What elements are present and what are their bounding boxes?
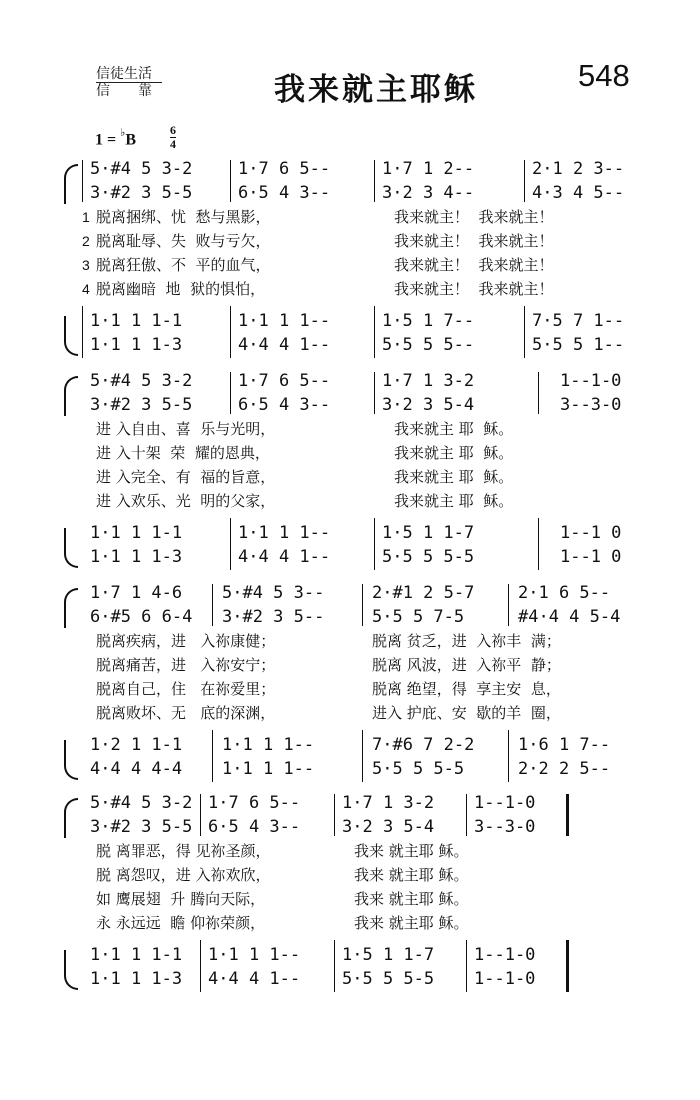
measure: 1·1 1 1-3	[90, 969, 183, 989]
measure: 1·1 1 1--	[238, 311, 331, 331]
measure: 7·#6 7 2-2	[372, 735, 475, 755]
measure: 1·1 1 1--	[222, 735, 315, 755]
lyric-segment: 脱离 风波，进 入祢平 静；	[372, 656, 561, 674]
measure: 1·1 1 1--	[208, 945, 301, 965]
lyric-line	[82, 278, 662, 300]
soprano-part	[90, 158, 662, 180]
lyric-line	[82, 230, 662, 252]
lyric-segment: 脱离败坏、无 底的深渊，	[96, 704, 276, 722]
lyric-segment: 如 鹰展翅 升 腾向天际，	[96, 890, 266, 908]
key-note: B	[125, 131, 136, 149]
system-brace	[62, 792, 76, 996]
system-brace	[62, 370, 76, 574]
verse-number: 4	[82, 281, 90, 297]
lyric-line	[82, 864, 662, 886]
time-signature	[170, 124, 176, 151]
measure: 5·5 5 1--	[532, 335, 625, 355]
measure: 5·#4 5 3-2	[90, 371, 193, 391]
barline	[82, 306, 83, 358]
time-bottom: 4	[170, 137, 176, 151]
measure: 3·#2 3 5-5	[90, 183, 193, 203]
lyric-line	[82, 630, 662, 652]
measure: #4·4 4 5-4	[518, 607, 621, 627]
lyric-line	[82, 254, 662, 276]
measure: 1·2 1 1-1	[90, 735, 183, 755]
lyric-segment: 我来就主 耶 稣。	[394, 420, 514, 438]
measure: 2·2 2 5--	[518, 759, 611, 779]
lyric-segment: 脱离疾病，进 入祢康健；	[96, 632, 276, 650]
measure: 1·5 1 7--	[382, 311, 475, 331]
measure: 1--1-0	[474, 945, 536, 965]
lyric-line	[82, 466, 662, 488]
category-sub: 信 靠	[96, 83, 152, 99]
measure: 5·#4 5 3-2	[90, 159, 193, 179]
lyric-segment: 脱离捆绑、忧 愁与黑影，	[96, 208, 271, 226]
measure: 1·1 1 1-3	[90, 335, 183, 355]
lyric-line	[82, 654, 662, 676]
measure: 1--1 0	[560, 547, 622, 567]
measure: 3·2 3 5-4	[342, 817, 435, 837]
alto-part	[90, 816, 662, 838]
measure: 7·5 7 1--	[532, 311, 625, 331]
lyric-line	[82, 888, 662, 910]
lyric-segment: 脱离 贫乏，进 入祢丰 满；	[372, 632, 561, 650]
measure: 1·7 1 2--	[382, 159, 475, 179]
soprano-part	[90, 582, 662, 604]
measure: 6·5 4 3--	[208, 817, 301, 837]
measure: 1·1 1 1--	[238, 523, 331, 543]
lyric-segment: 脱离幽暗 地 狱的惧怕，	[96, 280, 266, 298]
measure: 5·5 5 5--	[382, 335, 475, 355]
measure: 4·3 4 5--	[532, 183, 625, 203]
key-signature	[95, 128, 136, 149]
measure: 2·#1 2 5-7	[372, 583, 475, 603]
measure: 3·#2 3 5-5	[90, 817, 193, 837]
measure: 1·5 1 1-7	[382, 523, 475, 543]
measure: 5·#4 5 3--	[222, 583, 325, 603]
lyric-line	[82, 840, 662, 862]
lyric-segment: 我来就主！ 我来就主！	[394, 232, 554, 250]
lyric-segment: 我来就主！ 我来就主！	[394, 208, 554, 226]
lyric-segment: 进 入十架 荣 耀的恩典，	[96, 444, 270, 462]
measure: 1·7 6 5--	[238, 371, 331, 391]
measure: 2·1 2 3--	[532, 159, 625, 179]
measure: 5·5 5 7-5	[372, 607, 465, 627]
measure: 6·#5 6 6-4	[90, 607, 193, 627]
measure: 1·7 1 3-2	[382, 371, 475, 391]
lyric-line	[82, 912, 662, 934]
measure: 1·7 1 4-6	[90, 583, 183, 603]
measure: 2·1 6 5--	[518, 583, 611, 603]
measure: 3·2 3 4--	[382, 183, 475, 203]
measure: 5·#4 5 3-2	[90, 793, 193, 813]
alto-part	[90, 394, 662, 416]
hymn-title: 我来就主耶稣	[274, 72, 478, 108]
lyric-segment: 我来 就主耶 稣。	[354, 866, 469, 884]
measure: 3--3-0	[474, 817, 536, 837]
lyric-line	[82, 418, 662, 440]
bass-part	[90, 546, 662, 568]
tenor-part	[90, 522, 662, 544]
measure: 1·7 6 5--	[208, 793, 301, 813]
bass-part	[90, 334, 662, 356]
barline	[82, 160, 83, 202]
measure: 1--1-0	[474, 969, 536, 989]
measure: 1·1 1 1--	[222, 759, 315, 779]
lyric-segment: 进 入完全、有 福的旨意，	[96, 468, 276, 486]
lyric-segment: 我来就主 耶 稣。	[394, 444, 514, 462]
key-prefix: 1 =	[95, 131, 121, 149]
soprano-part	[90, 792, 662, 814]
verse-number: 1	[82, 209, 90, 225]
score-system-2	[62, 370, 662, 574]
lyric-line	[82, 206, 662, 228]
lyric-line	[82, 678, 662, 700]
category-main: 信徒生活	[96, 66, 162, 83]
lyric-segment: 脱离狂傲、不 平的血气，	[96, 256, 271, 274]
alto-part	[90, 606, 662, 628]
verse-number: 2	[82, 233, 90, 249]
system-brace	[62, 158, 76, 362]
measure: 1--1 0	[560, 523, 622, 543]
measure: 6·5 4 3--	[238, 183, 331, 203]
lyric-segment: 进入 护庇、安 歇的羊 圈，	[372, 704, 561, 722]
measure: 3·#2 3 5--	[222, 607, 325, 627]
time-top: 6	[170, 123, 176, 137]
lyric-segment: 永 永远远 瞻 仰祢荣颜，	[96, 914, 266, 932]
hymn-number: 548	[578, 58, 630, 93]
score-system-1	[62, 158, 662, 362]
tenor-part	[90, 310, 662, 332]
measure: 1--1-0	[474, 793, 536, 813]
measure: 1·7 6 5--	[238, 159, 331, 179]
system-brace	[62, 582, 76, 786]
measure: 5·5 5 5-5	[382, 547, 475, 567]
lyric-segment: 我来 就主耶 稣。	[354, 842, 469, 860]
lyric-segment: 我来 就主耶 稣。	[354, 890, 469, 908]
measure: 3--3-0	[560, 395, 622, 415]
lyric-segment: 脱 离罪恶，得 见祢圣颜，	[96, 842, 271, 860]
measure: 5·5 5 5-5	[342, 969, 435, 989]
measure: 5·5 5 5-5	[372, 759, 465, 779]
lyric-segment: 进 入自由、喜 乐与光明，	[96, 420, 276, 438]
measure: 1·1 1 1-1	[90, 311, 183, 331]
measure: 1·1 1 1-3	[90, 547, 183, 567]
measure: 4·4 4 1--	[238, 335, 331, 355]
lyric-segment: 脱离自己，住 在祢爱里；	[96, 680, 276, 698]
tenor-part	[90, 944, 662, 966]
measure: 4·4 4 1--	[238, 547, 331, 567]
lyric-segment: 我来就主 耶 稣。	[394, 492, 514, 510]
lyric-segment: 脱离耻辱、失 败与亏欠，	[96, 232, 271, 250]
flat-sign: ♭	[120, 127, 126, 139]
measure: 1--1-0	[560, 371, 622, 391]
lyric-segment: 进 入欢乐、光 明的父家，	[96, 492, 276, 510]
measure: 1·5 1 1-7	[342, 945, 435, 965]
score-system-4	[62, 792, 662, 996]
lyric-line	[82, 442, 662, 464]
soprano-part	[90, 370, 662, 392]
measure: 1·7 1 3-2	[342, 793, 435, 813]
measure: 3·#2 3 5-5	[90, 395, 193, 415]
bass-part	[90, 968, 662, 990]
measure: 4·4 4 4-4	[90, 759, 183, 779]
lyric-line	[82, 702, 662, 724]
lyric-segment: 我来 就主耶 稣。	[354, 914, 469, 932]
bass-part	[90, 758, 662, 780]
lyric-segment: 脱离痛苦，进 入祢安宁；	[96, 656, 276, 674]
measure: 4·4 4 1--	[208, 969, 301, 989]
lyric-segment: 脱 离怨叹，进 入祢欢欣，	[96, 866, 271, 884]
lyric-line	[82, 490, 662, 512]
measure: 6·5 4 3--	[238, 395, 331, 415]
lyric-segment: 我来就主！ 我来就主！	[394, 280, 554, 298]
lyric-segment: 我来就主 耶 稣。	[394, 468, 514, 486]
measure: 1·6 1 7--	[518, 735, 611, 755]
tenor-part	[90, 734, 662, 756]
alto-part	[90, 182, 662, 204]
verse-number: 3	[82, 257, 90, 273]
measure: 3·2 3 5-4	[382, 395, 475, 415]
lyric-segment: 脱离 绝望，得 享主安 息，	[372, 680, 561, 698]
score-system-3	[62, 582, 662, 786]
lyric-segment: 我来就主！ 我来就主！	[394, 256, 554, 274]
measure: 1·1 1 1-1	[90, 945, 183, 965]
measure: 1·1 1 1-1	[90, 523, 183, 543]
category-label	[96, 66, 162, 99]
